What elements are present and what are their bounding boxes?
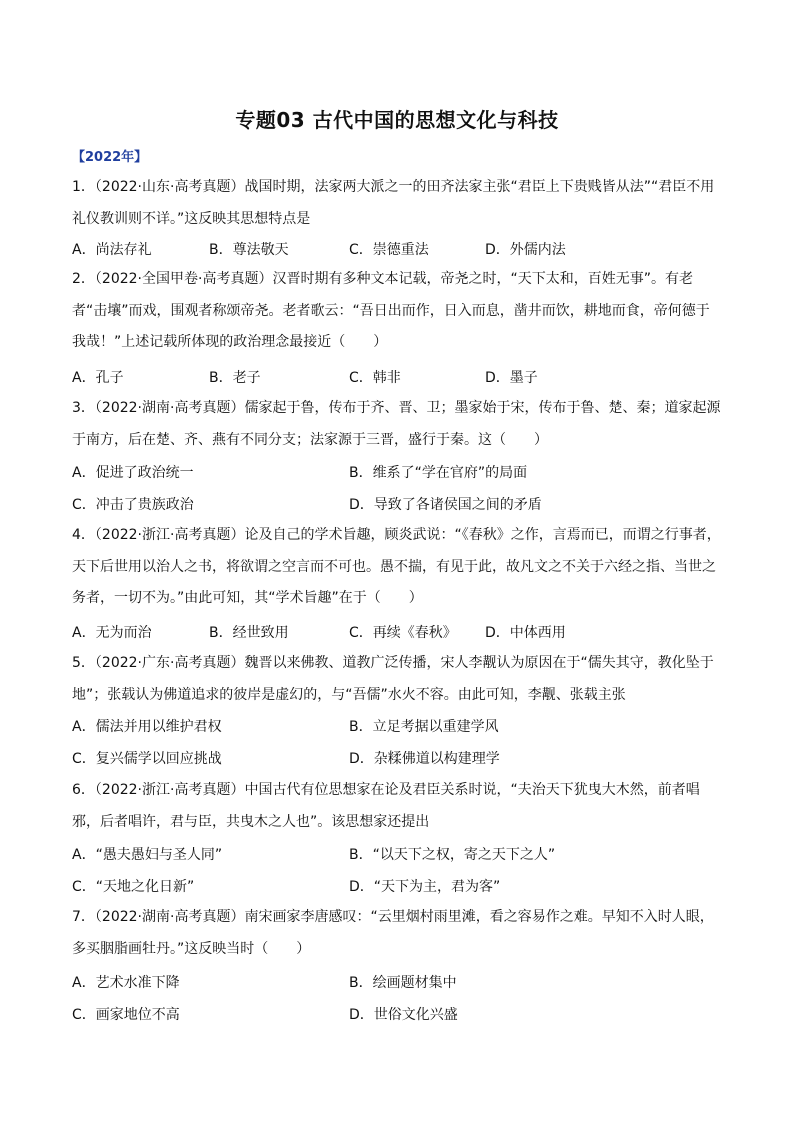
option-c[interactable]: C．崇德重法 [349,242,429,258]
question-source: （2022·湖南·高考真题） [94,909,245,925]
option-b[interactable]: B．经世致用 [209,625,289,641]
question-number: 7． [72,909,95,925]
option-b[interactable]: B．老子 [209,370,261,386]
question-number: 4． [72,527,95,543]
question-7 [72,902,722,965]
question-source: （2022·山东·高考真题） [94,179,245,195]
option-d[interactable]: D．“天下为主，君为客” [349,879,501,895]
option-d[interactable]: D．导致了各诸侯国之间的矛盾 [349,497,542,513]
option-d[interactable]: D．中体西用 [485,625,566,641]
option-d[interactable]: D．杂糅佛道以构建理学 [349,751,500,767]
question-source: （2022·全国甲卷·高考真题） [94,271,273,287]
option-c[interactable]: C．“天地之化日新” [72,879,195,895]
question-text: 中国古代有位思想家在论及君臣关系时说，“夫治天下犹曳大木然，前者唱邪，后者唱许，君与臣，共曳木之人也”。该思想家还提出 [72,782,700,830]
option-d[interactable]: D．墨子 [485,370,538,386]
question-source: （2022·浙江·高考真题） [94,527,245,543]
option-d[interactable]: D．世俗文化兴盛 [349,1007,458,1023]
option-b[interactable]: B．绘画题材集中 [349,975,457,991]
question-text: 南宋画家李唐感叹：“云里烟村雨里滩，看之容易作之难。早知不入时人眼，多买胭脂画牡丹。”这反映当时（ ） [72,909,714,957]
option-a[interactable]: A．促进了政治统一 [72,465,194,481]
option-b[interactable]: B．立足考据以重建学风 [349,719,499,735]
question-text: 儒家起于鲁，传布于齐、晋、卫；墨家始于宋，传布于鲁、楚、秦；道家起源于南方，后在楚、齐、燕有不同分支；法家源于三晋，盛行于秦。这（ ） [72,400,721,448]
question-2 [72,264,722,359]
question-text: 战国时期，法家两大派之一的田齐法家主张“君臣上下贵贱皆从法”“君臣不用礼仪教训则不详。”这反映其思想特点是 [72,179,715,227]
option-a[interactable]: A．孔子 [72,370,124,386]
question-number: 6． [72,782,95,798]
option-a[interactable]: A．艺术水准下降 [72,975,180,991]
question-number: 3． [72,400,95,416]
question-source: （2022·湖南·高考真题） [94,400,245,416]
question-source: （2022·浙江·高考真题） [94,782,245,798]
question-1 [72,172,722,235]
page-title: 专题03 古代中国的思想文化与科技 [235,108,559,132]
option-b[interactable]: B．维系了“学在官府”的局面 [349,465,528,481]
question-3 [72,393,722,456]
section-heading-2022: 【2022年】 [72,150,148,165]
option-d[interactable]: D．外儒内法 [485,242,566,258]
question-5 [72,648,722,711]
option-c[interactable]: C．复兴儒学以回应挑战 [72,751,222,767]
option-a[interactable]: A．尚法存礼 [72,242,152,258]
question-4 [72,520,722,615]
question-number: 2． [72,271,95,287]
question-number: 5． [72,655,95,671]
option-a[interactable]: A．儒法并用以维护君权 [72,719,222,735]
question-number: 1． [72,179,95,195]
question-6 [72,775,722,838]
option-a[interactable]: A．“愚夫愚妇与圣人同” [72,847,223,863]
option-c[interactable]: C．韩非 [349,370,401,386]
question-text: 论及自己的学术旨趣，顾炎武说：“《春秋》之作，言焉而已，而谓之行事者，天下后世用以治人之书，将欲谓之空言而不可也。愚不揣，有见于此，故凡文之不关于六经之指、当世之务者，一切不为。”由此可知，其“学术旨趣”在于（ ） [72,527,721,606]
option-a[interactable]: A．无为而治 [72,625,152,641]
question-source: （2022·广东·高考真题） [94,655,245,671]
option-c[interactable]: C．再续《春秋》 [349,625,457,641]
option-c[interactable]: C．冲击了贵族政治 [72,497,194,513]
question-text: 汉晋时期有多种文本记载，帝尧之时，“天下太和，百姓无事”。有老者“击壤”而戏，围观者称颂帝尧。老者歌云：“吾日出而作，日入而息，凿井而饮，耕地而食，帝何德于我哉！”上述记载所体现的政治理念最接近（ ） [72,271,710,350]
option-b[interactable]: B．“以天下之权，寄之天下之人” [349,847,556,863]
question-text: 魏晋以来佛教、道教广泛传播，宋人李觏认为原因在于“儒失其守，教化坠于地”；张载认为佛道追求的彼岸是虚幻的，与“吾儒”水火不容。由此可知，李觏、张载主张 [72,655,714,703]
option-c[interactable]: C．画家地位不高 [72,1007,180,1023]
option-b[interactable]: B．尊法敬天 [209,242,289,258]
